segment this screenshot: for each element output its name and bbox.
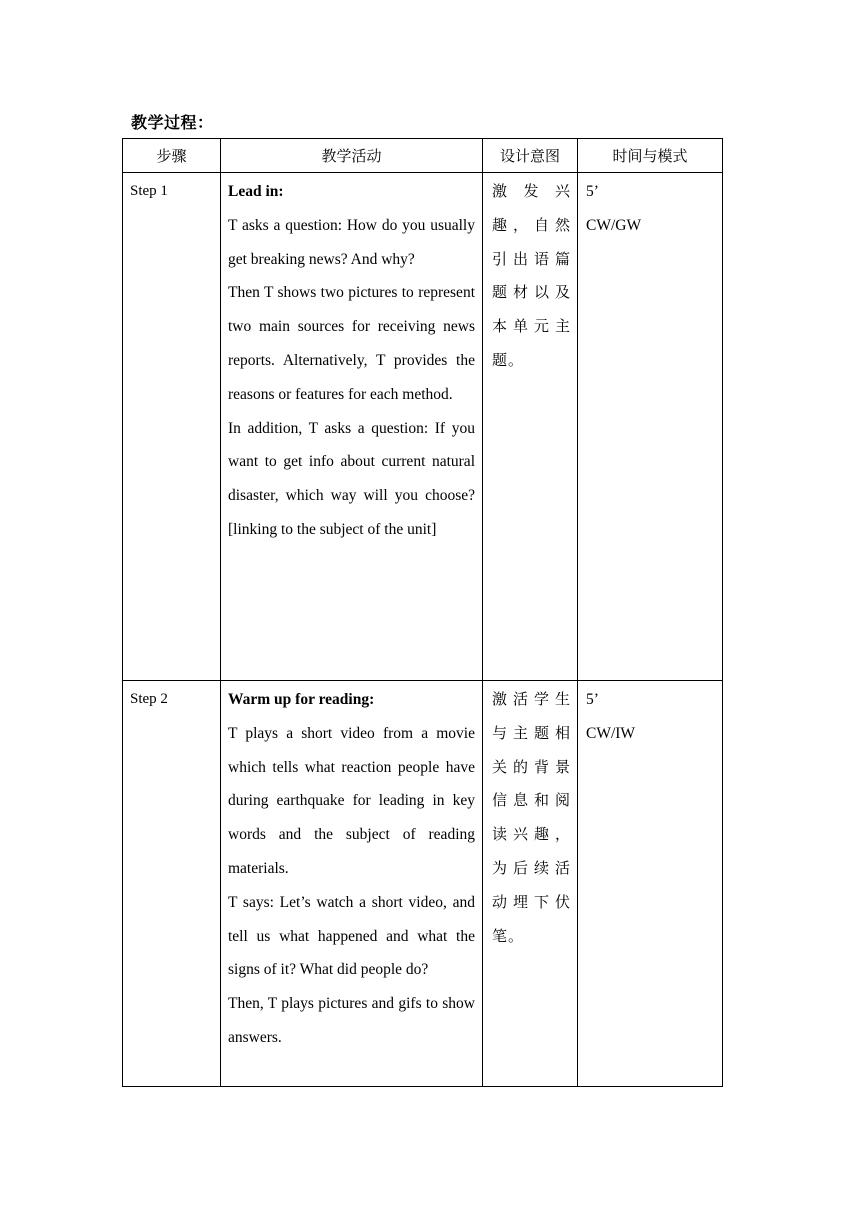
intent-cell: 激发兴趣，自然引出语篇题材以及本单元主题。 (483, 173, 578, 681)
header-intent: 设计意图 (483, 139, 578, 173)
activity-paragraph: Then, T plays pictures and gifs to show answers. (228, 995, 475, 1046)
intent-cell: 激活学生与主题相关的背景信息和阅读兴趣，为后续活动埋下伏笔。 (483, 681, 578, 1087)
activity-paragraph: T asks a question: How do you usually get breaking news? And why? (228, 216, 475, 268)
table-header-row (123, 139, 723, 173)
teaching-process-table (122, 138, 723, 1087)
activity-paragraph: In addition, T asks a question: If you want to get info about current natural disaster, which way will you choose? [linking to the subject of the unit] (228, 419, 475, 538)
mode-value: CW/IW (586, 724, 636, 742)
time-value: 5’ (586, 183, 599, 200)
activity-title: Warm up for reading: (228, 691, 375, 708)
time-value: 5’ (586, 691, 599, 708)
step-cell: Step 2 (123, 681, 221, 1087)
header-activity: 教学活动 (221, 139, 483, 173)
header-step: 步骤 (123, 139, 221, 173)
activity-paragraph: Then T shows two pictures to represent two main sources for receiving news reports. Alternatively, T provides the reasons or features for each method. (228, 284, 475, 403)
activity-title: Lead in: (228, 183, 284, 200)
activity-paragraph: T says: Let’s watch a short video, and tell us what happened and what the signs of it? What did people do? (228, 893, 475, 979)
header-time-mode: 时间与模式 (578, 139, 723, 173)
step-cell: Step 1 (123, 173, 221, 681)
time-mode-cell (578, 173, 723, 681)
table-row (123, 681, 723, 1087)
section-heading: 教学过程： (131, 113, 214, 132)
mode-value: CW/GW (586, 216, 642, 234)
activity-cell (221, 173, 483, 681)
time-mode-cell (578, 681, 723, 1087)
activity-cell (221, 681, 483, 1087)
activity-paragraph: T plays a short video from a movie which tells what reaction people have during earthquake for leading in key words and the subject of reading materials. (228, 724, 475, 877)
table-row (123, 173, 723, 681)
